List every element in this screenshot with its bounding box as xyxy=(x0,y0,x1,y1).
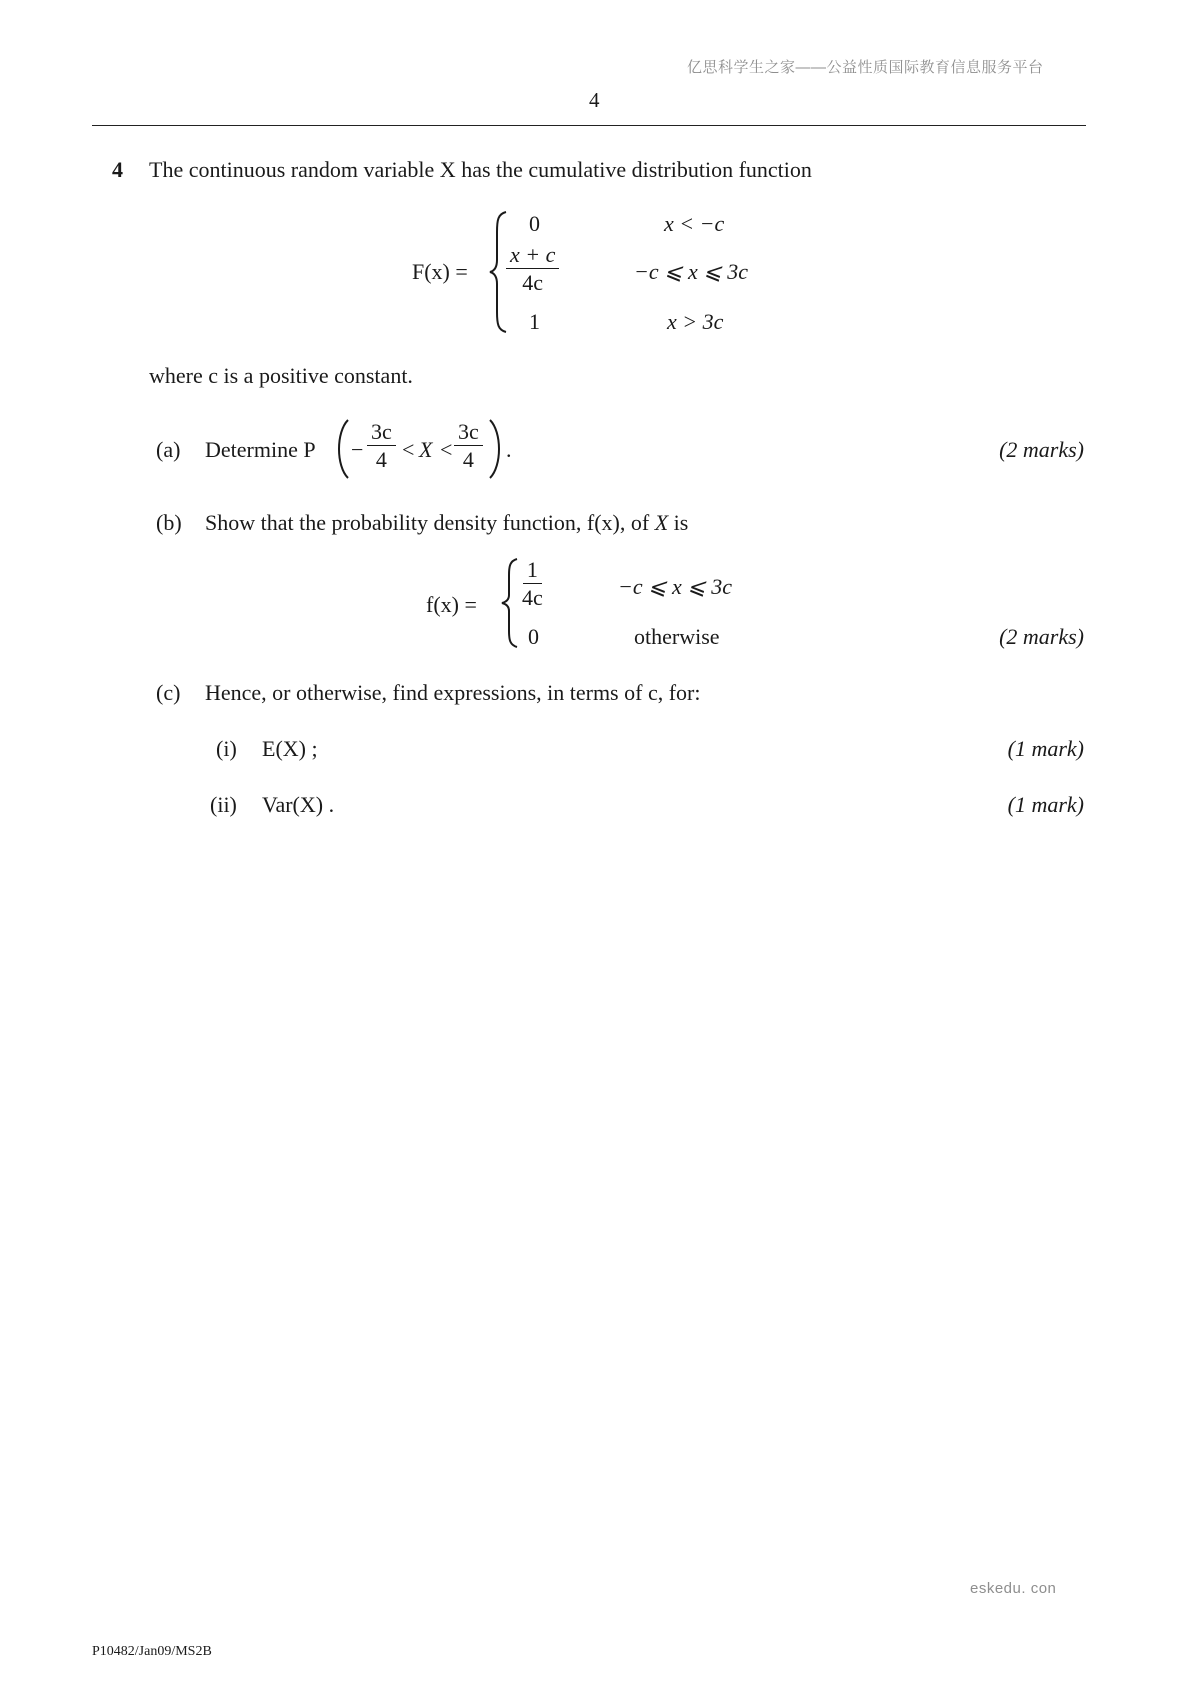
cdf-case-3-value: 1 xyxy=(529,309,540,334)
part-a-fraction-2 xyxy=(454,420,483,471)
part-a-marks: (2 marks) xyxy=(999,437,1084,462)
page-number: 4 xyxy=(589,88,600,112)
part-a-lt-1: < xyxy=(402,437,415,462)
part-a-frac2-den: 4 xyxy=(462,447,474,473)
cdf-case-3-condition: x > 3c xyxy=(667,309,724,334)
pdf-numerator: 1 xyxy=(523,558,542,584)
part-c-i-marks: (1 mark) xyxy=(1007,736,1084,761)
pdf-case-2-condition: otherwise xyxy=(634,624,720,649)
cdf-case-2-value xyxy=(506,243,559,294)
part-a-fraction-1 xyxy=(367,420,396,471)
part-b-text-after: is xyxy=(673,510,689,535)
where-text: where c is a positive constant. xyxy=(149,363,413,388)
part-a-frac1-num: 3c xyxy=(367,420,396,446)
question-intro: The continuous random variable X has the cumulative distribution function xyxy=(149,157,812,182)
part-b-text xyxy=(205,510,688,536)
cdf-case-2-denominator: 4c xyxy=(522,270,544,296)
right-paren-icon xyxy=(488,418,504,480)
pdf-case-1-value xyxy=(518,558,547,609)
part-c-i-text: E(X) ; xyxy=(262,736,318,761)
part-c-ii-text: Var(X) . xyxy=(262,792,335,817)
pdf-case-1-condition: −c ⩽ x ⩽ 3c xyxy=(618,574,733,599)
cdf-lhs: F(x) = xyxy=(412,259,468,284)
question-number: 4 xyxy=(112,157,123,182)
cdf-case-1-condition: x < −c xyxy=(664,211,725,236)
part-c-ii-label: (ii) xyxy=(210,792,237,817)
left-brace-pdf-icon xyxy=(500,557,520,649)
part-a-text: Determine P xyxy=(205,437,316,462)
pdf-case-2-value: 0 xyxy=(528,624,539,649)
part-a-label: (a) xyxy=(156,437,181,462)
pdf-denominator: 4c xyxy=(522,585,543,611)
header-rule xyxy=(92,125,1086,126)
part-a-end: . xyxy=(506,437,512,462)
part-a-minus: − xyxy=(351,437,364,462)
part-b-marks: (2 marks) xyxy=(999,624,1084,649)
cdf-case-2-condition: −c ⩽ x ⩽ 3c xyxy=(634,259,749,284)
cdf-case-2-numerator: x + c xyxy=(506,243,559,269)
cdf-case-1-value: 0 xyxy=(529,211,540,236)
part-b-label: (b) xyxy=(156,510,182,535)
part-c-ii-marks: (1 mark) xyxy=(1007,792,1084,817)
left-paren-icon xyxy=(334,418,350,480)
part-a-frac2-num: 3c xyxy=(454,420,483,446)
part-c-i-label: (i) xyxy=(216,736,237,761)
part-c-text: Hence, or otherwise, find expressions, in terms of c, for: xyxy=(205,680,701,705)
part-b-text-before: Show that the probability density function, f(x), of xyxy=(205,510,650,535)
part-a-var: X xyxy=(419,437,433,462)
part-a-frac1-den: 4 xyxy=(375,447,387,473)
footer-code: P10482/Jan09/MS2B xyxy=(92,1644,212,1659)
watermark-text: 亿思科学生之家——公益性质国际教育信息服务平台 xyxy=(687,59,1044,76)
pdf-lhs: f(x) = xyxy=(426,592,477,617)
part-c-label: (c) xyxy=(156,680,181,705)
part-a-lt-2: < xyxy=(440,437,453,462)
part-b-text-var: X xyxy=(654,510,669,535)
footer-site: eskedu. con xyxy=(970,1580,1057,1597)
